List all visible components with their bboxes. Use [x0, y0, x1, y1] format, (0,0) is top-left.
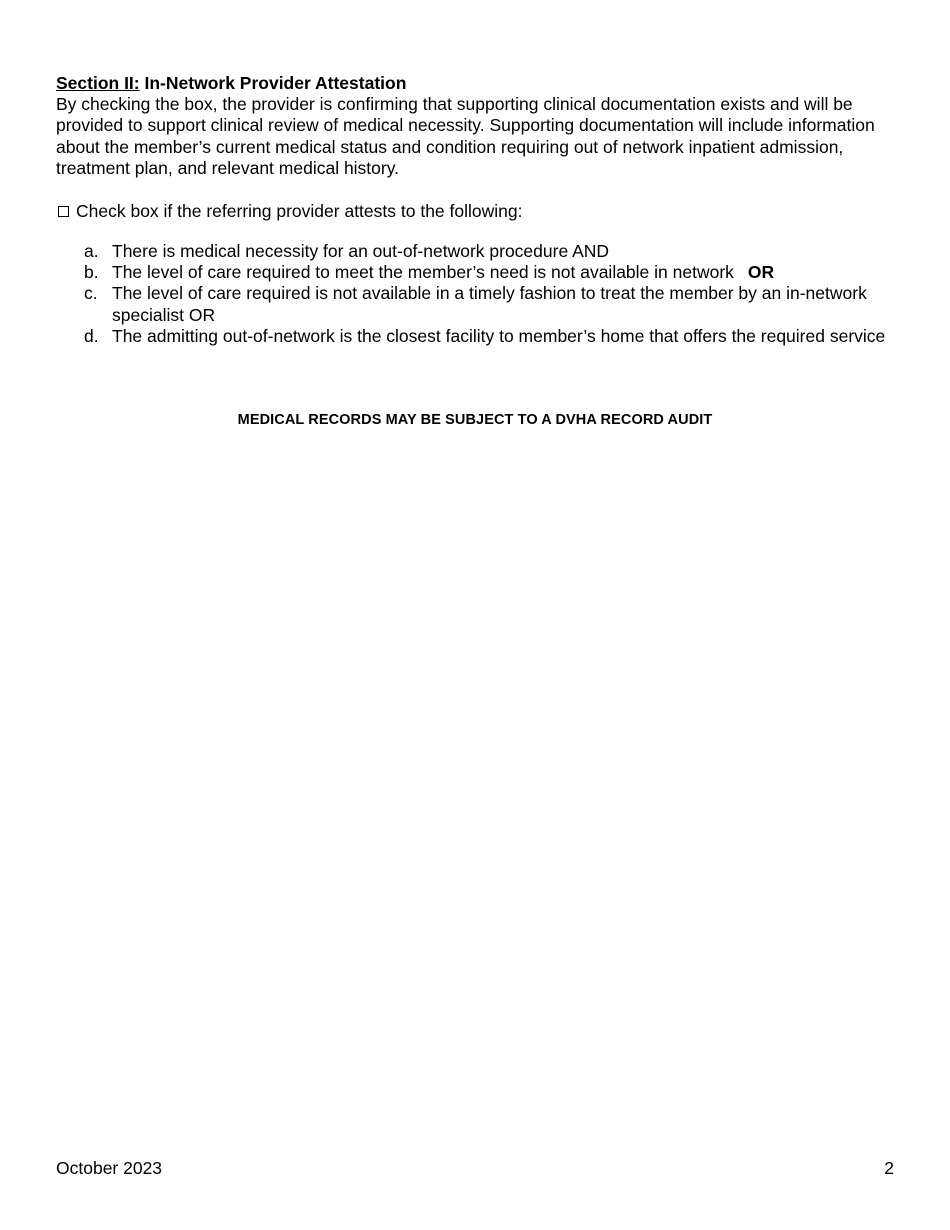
page-number: 2 — [884, 1158, 894, 1178]
list-item-text — [112, 262, 896, 283]
attestation-criteria-list — [56, 241, 896, 348]
list-item — [56, 241, 896, 262]
list-item-text: There is medical necessity for an out-of-network procedure AND — [112, 240, 610, 261]
list-marker: a. — [84, 240, 99, 261]
section-heading — [56, 73, 896, 94]
or-emphasis: OR — [747, 262, 775, 283]
section-intro: By checking the box, the provider is confirming that supporting clinical documentation exists and will be provided to support clinical review of medical necessity. Supporting documentation will include information about the member’s current medical status and condition requiring out of network inpatient admission, treatment plan, and relevant medical history. — [56, 94, 875, 179]
attestation-checkbox-label: Check box if the referring provider attests to the following: — [76, 200, 523, 221]
list-marker: b. — [84, 262, 99, 283]
audit-notice: MEDICAL RECORDS MAY BE SUBJECT TO A DVHA RECORD AUDIT — [237, 412, 713, 428]
footer-date: October 2023 — [56, 1158, 163, 1178]
section-label: Section II: — [56, 73, 140, 93]
section-title: In-Network Provider Attestation — [144, 73, 407, 93]
list-marker: d. — [84, 326, 99, 347]
document-page — [56, 73, 896, 348]
list-item-text: The level of care required is not available in a timely fashion to treat the member by an in-network specialist OR — [112, 283, 867, 325]
list-item — [56, 326, 896, 347]
list-item — [56, 283, 896, 326]
list-item-body: The level of care required to meet the member’s need is not available in network — [112, 262, 734, 283]
list-marker: c. — [84, 283, 98, 304]
list-item — [56, 262, 896, 283]
attestation-checkbox[interactable] — [58, 206, 69, 217]
attestation-row — [56, 201, 896, 222]
list-item-text: The admitting out-of-network is the closest facility to member’s home that offers the required service — [112, 326, 886, 347]
